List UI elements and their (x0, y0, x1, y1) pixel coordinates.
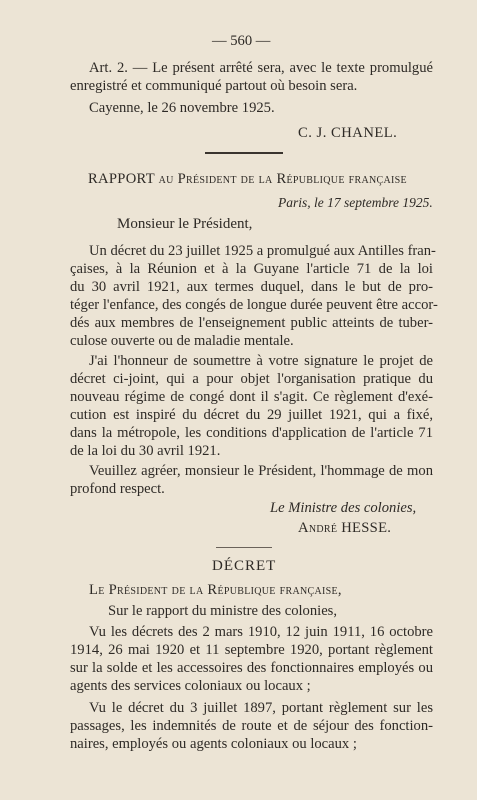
para1-line-4: téger l'enfance, des congés de longue durée peuvent être accor- (70, 297, 438, 313)
para1-line-3: du 30 avril 1921, aux termes duquel, dans le but de pro- (70, 279, 433, 295)
report-title: RAPPORT au Président de la République française (88, 171, 407, 187)
visa-decrets-line-2: 1914, 26 mai 1920 et 11 septembre 1920, portant règlement (70, 642, 433, 658)
decret-heading: DÉCRET (212, 558, 277, 574)
separator-rule-2 (216, 547, 272, 548)
para2-line-6: de la loi du 30 avril 1921. (70, 443, 221, 459)
visa-1897-line-3: naires, employés ou agents coloniaux ou locaux ; (70, 736, 357, 752)
signature-chanel: C. J. CHANEL. (298, 125, 398, 141)
visa-decrets-line-3: sur la solde et les accessoires des fonctionnaires employés ou (70, 660, 433, 676)
para3-line-1: Veuillez agréer, monsieur le Président, l'hommage de mon (89, 463, 433, 479)
para2-line-1: J'ai l'honneur de soumettre à votre signature le projet de (89, 353, 433, 369)
article-2-line-1: Art. 2. — Le présent arrêté sera, avec le texte promulgué (89, 60, 433, 76)
report-date: Paris, le 17 septembre 1925. (278, 195, 433, 210)
visa-decrets-line-1: Vu les décrets des 2 mars 1910, 12 juin 1911, 16 octobre (89, 624, 433, 640)
para2-line-3: nouveau régime de congé dont il s'agit. Ce règlement d'exé- (70, 389, 433, 405)
article-2-line-2: enregistré et communiqué partout où besoin sera. (70, 78, 358, 94)
minister-title: Le Ministre des colonies, (270, 500, 417, 516)
minister-name: André HESSE. (298, 520, 392, 536)
para1-line-5: dés aux membres de l'enseignement public atteints de tuber- (70, 315, 433, 331)
para2-line-2: décret ci-joint, qui a pour objet l'organisation pratique du (70, 371, 433, 387)
separator-rule-1 (205, 152, 283, 154)
para1-line-1: Un décret du 23 juillet 1925 a promulgué aux Antilles fran- (89, 243, 436, 259)
para2-line-4: cution est inspiré du décret du 29 juillet 1921, qui a fixé, (70, 407, 433, 423)
place-date: Cayenne, le 26 novembre 1925. (89, 100, 275, 116)
visa-1897-line-1: Vu le décret du 3 juillet 1897, portant règlement sur les (89, 700, 433, 716)
visa-rapport: Sur le rapport du ministre des colonies, (108, 603, 337, 619)
page-number: — 560 — (212, 33, 271, 49)
para1-line-6: culose ouverte ou de maladie mentale. (70, 333, 294, 349)
salutation: Monsieur le Président, (117, 216, 253, 232)
president-line: Le Président de la République française, (89, 582, 342, 598)
para3-line-2: profond respect. (70, 481, 165, 497)
para2-line-5: dans la métropole, les conditions d'application de l'article 71 (70, 425, 433, 441)
visa-decrets-line-4: agents des services coloniaux ou locaux ; (70, 678, 311, 694)
para1-line-2: çaises, à la Réunion et à la Guyane l'article 71 de la loi (70, 261, 433, 277)
visa-1897-line-2: passages, les indemnités de route et de séjour des fonction- (70, 718, 433, 734)
